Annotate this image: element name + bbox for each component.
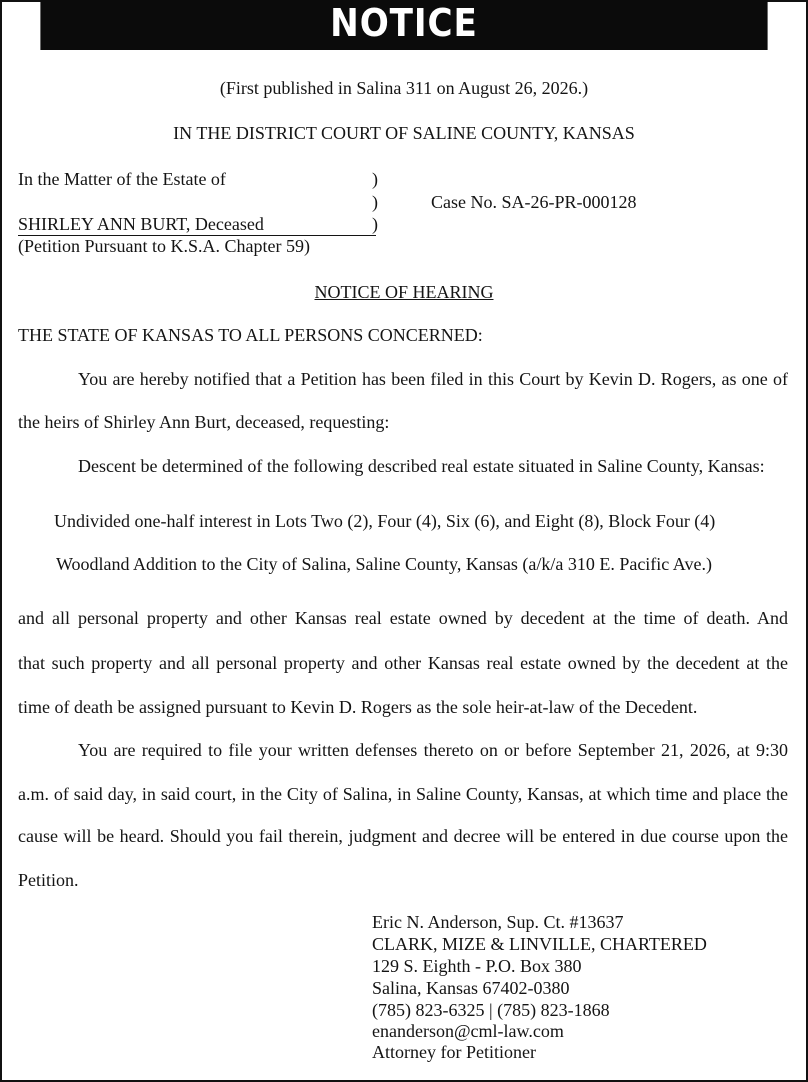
paragraph-2-line-3: time of death be assigned pursuant to Kevin D. Rogers as the sole heir-at-law of the Decedent. bbox=[18, 697, 698, 717]
paragraph-2-line-2: that such property and all personal property and other Kansas real estate owned by the decedent at the bbox=[18, 653, 788, 673]
paragraph-2-line-1: and all personal property and other Kansas real estate owned by decedent at the time of death. And bbox=[18, 608, 788, 628]
caption-paren: ) bbox=[372, 192, 378, 212]
paragraph-3-line-3: cause will be heard. Should you fail therein, judgment and decree will be entered in due course upon the bbox=[18, 826, 788, 846]
paragraph-1-line-1: You are hereby notified that a Petition has been filed in this Court by Kevin D. Rogers, as one of bbox=[78, 369, 788, 389]
paragraph-3-line-2: a.m. of said day, in said court, in the City of Salina, in Saline County, Kansas, at which time and place the bbox=[18, 784, 788, 804]
descent-line: Descent be determined of the following described real estate situated in Saline County, Kansas: bbox=[78, 456, 765, 476]
petition-line: (Petition Pursuant to K.S.A. Chapter 59) bbox=[18, 236, 310, 256]
salutation: THE STATE OF KANSAS TO ALL PERSONS CONCERNED: bbox=[18, 325, 483, 345]
address-line-1: 129 S. Eighth - P.O. Box 380 bbox=[372, 956, 582, 976]
email-address: enanderson@cml-law.com bbox=[372, 1021, 564, 1041]
address-line-2: Salina, Kansas 67402-0380 bbox=[372, 978, 570, 998]
law-firm: CLARK, MIZE & LINVILLE, CHARTERED bbox=[372, 934, 707, 954]
matter-line: In the Matter of the Estate of bbox=[18, 169, 226, 189]
notice-heading: NOTICE OF HEARING bbox=[314, 282, 494, 302]
paragraph-3-line-4: Petition. bbox=[18, 870, 79, 890]
publication-line: (First published in Salina 311 on August 26, 2026.) bbox=[219, 78, 589, 98]
attorney-name: Eric N. Anderson, Sup. Ct. #13637 bbox=[372, 912, 624, 932]
property-line-1: Undivided one-half interest in Lots Two (2), Four (4), Six (6), and Eight (8), Block Four (4) bbox=[54, 511, 716, 531]
paragraph-3-line-1: You are required to file your written defenses thereto on or before September 21, 2026, at 9:30 bbox=[78, 740, 788, 760]
attorney-role: Attorney for Petitioner bbox=[372, 1042, 536, 1062]
notice-banner: NOTICE bbox=[40, 0, 767, 50]
caption-paren: ) bbox=[372, 214, 378, 234]
caption-paren: ) bbox=[372, 169, 378, 189]
court-name: IN THE DISTRICT COURT OF SALINE COUNTY, KANSAS bbox=[173, 123, 635, 143]
property-line-2: Woodland Addition to the City of Salina, Saline County, Kansas (a/k/a 310 E. Pacific Ave.) bbox=[56, 554, 712, 574]
phone-numbers: (785) 823-6325 | (785) 823-1868 bbox=[372, 1000, 610, 1020]
paragraph-1-line-2: the heirs of Shirley Ann Burt, deceased, requesting: bbox=[18, 412, 390, 432]
deceased-line: SHIRLEY ANN BURT, Deceased bbox=[18, 214, 264, 234]
case-number: Case No. SA-26-PR-000128 bbox=[431, 192, 637, 212]
